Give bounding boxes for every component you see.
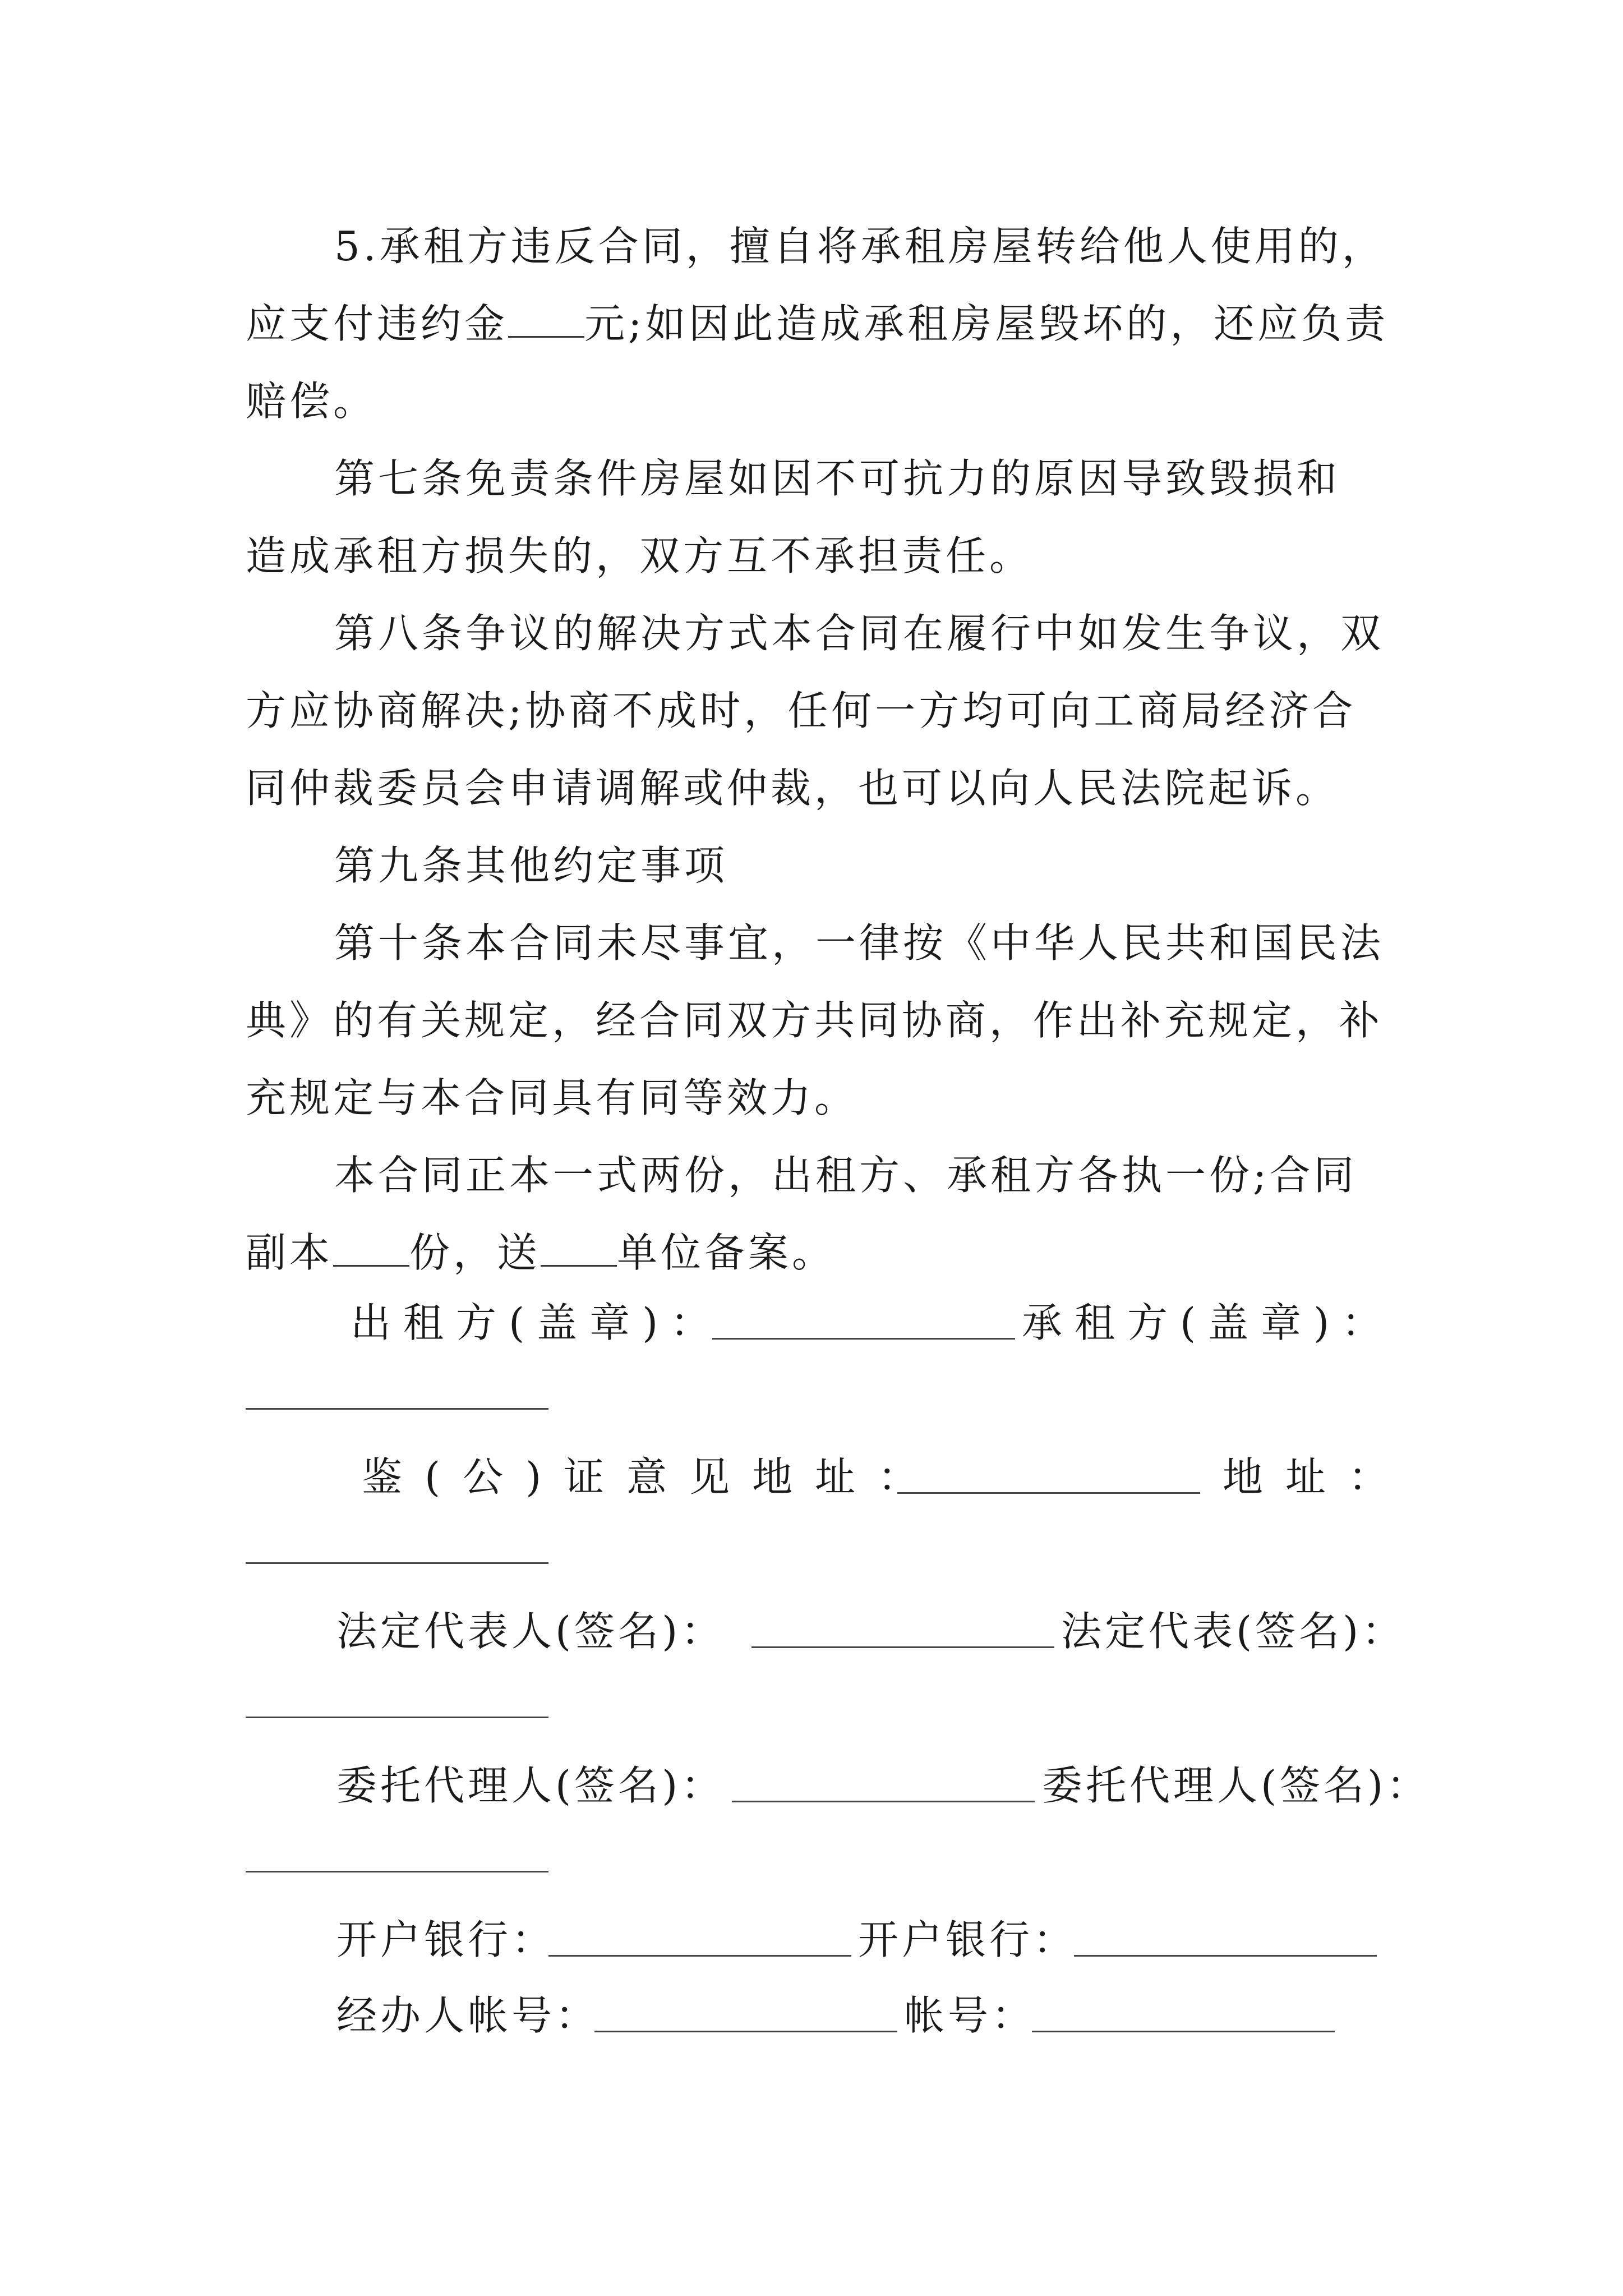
bank-2-label: 开户银行： [858, 1916, 1077, 1963]
text-line: 典》的有关规定，经合同双方共同协商，作出补充规定，补 [246, 997, 1384, 1044]
paragraph-dispute [246, 595, 1385, 827]
text-fragment: 元;如因此造成承租房屋毁坏的，还应负责 [584, 300, 1389, 347]
lessor-seal-label: 出租方(盖章)： [351, 1299, 723, 1346]
text-line: 第九条其他约定事项 [334, 842, 728, 889]
legal-rep-2-label: 法定代表(签名)： [1061, 1608, 1406, 1655]
bank-1-label: 开户银行： [336, 1916, 556, 1963]
account-blank[interactable] [1032, 2031, 1335, 2032]
text-line: 5.承租方违反合同，擅自将承租房屋转给他人使用的， [334, 223, 1386, 270]
text-fragment: 份，送 [409, 1229, 541, 1276]
notary-opinion-label: 鉴(公)证意见地址： [362, 1453, 941, 1501]
text-line: 本合同正本一式两份，出租方、承租方各执一份;合同 [334, 1152, 1358, 1199]
legal-rep-1-blank[interactable] [751, 1646, 1054, 1648]
fill-blank[interactable] [541, 1259, 617, 1267]
agent-1-label: 委托代理人(签名)： [336, 1762, 725, 1809]
agent-2-label: 委托代理人(签名)： [1042, 1762, 1431, 1809]
handler-account-blank[interactable] [594, 2031, 897, 2032]
text-line: 第十条本合同未尽事宜，一律按《中华人民共和国民法 [334, 919, 1385, 967]
text-fragment: 应支付违约金 [246, 300, 509, 347]
agent-1-blank[interactable] [732, 1801, 1035, 1802]
text-fragment: 单位备案。 [617, 1229, 836, 1276]
text-line: 同仲裁委员会申请调解或仲裁，也可以向人民法院起诉。 [246, 765, 1340, 812]
agent-2-blank[interactable] [246, 1871, 548, 1872]
text-line: 充规定与本合同具有同等效力。 [246, 1074, 859, 1121]
text-line: 赔偿。 [246, 378, 377, 425]
text-line: 第七条免责条件房屋如因不可抗力的原因导致毁损和 [334, 455, 1341, 502]
address-label: 地址： [1223, 1453, 1412, 1501]
legal-rep-2-blank[interactable] [246, 1717, 548, 1718]
contract-body [246, 208, 1389, 1291]
text-line: 造成承租方损失的，双方互不承担责任。 [246, 532, 1034, 579]
legal-rep-1-label: 法定代表人(签名)： [336, 1608, 725, 1655]
handler-account-label: 经办人帐号： [336, 1992, 600, 2039]
paragraph-breach [246, 208, 1389, 440]
bank-2-blank[interactable] [1074, 1955, 1377, 1957]
fill-blank[interactable] [333, 1259, 409, 1267]
text-fragment: 副本 [246, 1229, 334, 1276]
bank-1-blank[interactable] [548, 1955, 851, 1957]
text-line: 第八条争议的解决方式本合同在履行中如发生争议，双 [334, 610, 1385, 657]
lessee-seal-blank[interactable] [246, 1408, 548, 1410]
lessee-seal-label: 承租方(盖章)： [1022, 1299, 1395, 1346]
text-line [246, 1214, 1381, 1291]
paragraph-other [246, 827, 1381, 904]
text-line: 方应协商解决;协商不成时，任何一方均可向工商局经济合 [246, 687, 1357, 734]
text-line [246, 285, 1389, 362]
paragraph-exemption [246, 440, 1381, 595]
fill-blank[interactable] [508, 330, 584, 338]
account-label: 帐号： [904, 1992, 1036, 2039]
address-blank[interactable] [246, 1562, 548, 1564]
lessor-seal-blank[interactable] [712, 1338, 1015, 1340]
paragraph-supplement [246, 904, 1385, 1137]
notary-opinion-blank[interactable] [897, 1492, 1200, 1494]
paragraph-copies [246, 1137, 1381, 1291]
